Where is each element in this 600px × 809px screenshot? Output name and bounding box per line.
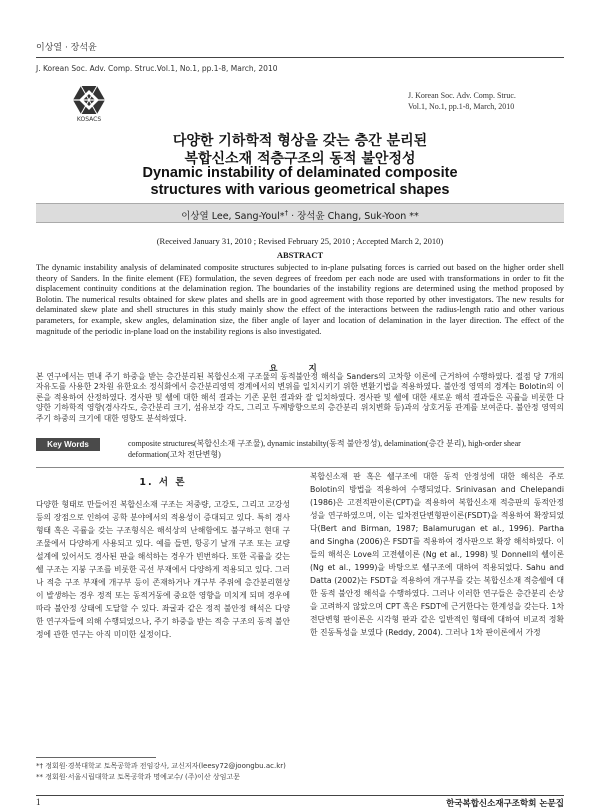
kosacs-emblem-icon <box>72 85 106 115</box>
abstract-heading: ABSTRACT <box>276 250 324 260</box>
footnote-divider <box>36 757 156 758</box>
citation-line-2: Vol.1, No.1, pp.1-8, March, 2010 <box>408 102 515 111</box>
running-header-journal: J. Korean Soc. Adv. Comp. Struc.Vol.1, No.1, pp.1-8, March, 2010 <box>36 64 278 73</box>
section-divider <box>36 467 564 468</box>
citation-line-1: J. Korean Soc. Adv. Comp. Struc. <box>408 91 516 100</box>
citation-box <box>408 90 558 112</box>
korean-abstract-heading: 요 지 <box>269 364 331 374</box>
section-1-heading: 1. 서 론 <box>139 477 187 488</box>
footer-journal-name: 한국복합신소재구조학회 논문집 <box>446 799 564 809</box>
title-korean-line-1: 다양한 기하학적 형상을 갖는 층간 분리된 <box>172 133 428 149</box>
received-dates: (Received January 31, 2010 ; Revised February 25, 2010 ; Accepted March 2, 2010) <box>156 236 444 246</box>
title-korean-line-2: 복합신소재 적층구조의 동적 불안정성 <box>184 151 416 167</box>
keywords-label: Key Words <box>36 438 100 451</box>
footnote-2: ** 정회원·서울시립대학교 토목공학과 명예교수/ (주)이산 상임고문 <box>36 773 240 781</box>
page-number: 1 <box>36 797 41 807</box>
keywords-text: composite structures(복합신소재 구조물), dynamic instabilty(동적 불안정성), delamination(층간 분리), high-order shear deformation(고차 전단변형) <box>128 439 521 459</box>
author-1: 이상열 Lee, Sang-Youl* <box>181 211 285 223</box>
section-1-left-column: 다양한 형태로 만들어진 복합신소재 구조는 저중량, 고강도, 그리고 고강성 등의 장점으로 인하여 공학 분야에서의 적용성이 증대되고 있다. 특히 경사 형태 혹은 곡률을 갖는 구조형식은 해석상의 난해함에도 불구하고 현대 구조물에서 다양하게 사용되고 있다. 예를 들면, 항공기 날개 구조 또는 교량설계에 있어서도 경사된 판을 해석하는 경우가 빈번하다. 또한 곡률을 갖는 쉘 구조는 지붕 구조를 비롯한 곡선 부재에서 다양하게 적용되고 있다. 그러나 적층 구조 부재에 개구부 등이 존재하거나 개구부 주위에 층간분리현상이 발생하는 경우 정적 또는 동적거동에 중요한 영향을 미치게 되며 경우에 따라 불안정 상태에 도달할 수 있다. 좌굴과 같은 정적 불안정 해석은 다양한 연구자들에 의해 수행되었으나, 주기 하중을 받는 적층 구조의 동적 불안정에 관한 연구는 아직 미미한 실정이다. <box>36 500 290 639</box>
corresponding-mark: † <box>284 209 289 217</box>
kosacs-logo <box>66 85 112 123</box>
title-english-line-2: structures with various geometrical shapes <box>150 182 450 198</box>
logo-text: KOSACS <box>76 116 102 123</box>
running-header-authors: 이상열 · 장석윤 <box>36 43 97 53</box>
korean-abstract-body: 본 연구에서는 면내 주기 하중을 받는 층간분리된 복합신소재 구조물의 동적불안정 해석을 Sanders의 고차항 이론에 근거하여 수행하였다. 절점 당 7개의 자유도를 사용한 2차원 유한요소 정식화에서 층간분리영역 경계에서의 변위를 일치시키기 위한 변환기법을 적용하였다. 불안정 영역의 경계는 Bolotin의 이론을 적용하여 산정하였다. 경사판 및 쉘에 대한 해석 결과는 기존 문헌 결과와 잘 일치하였다. 경사판 및 쉘에 대한 새로운 해석 결과들은 곡률을 비롯한 다양한 기하학적 영향(경사각도, 층간분리 크기, 섬유보강 각도, 그리고 두께방향으로의 층간분리 위치변화 등)과의 상호거동 관계를 보여준다. 불안정 영역의 주기 하중의 크기에 대한 영향도 분석하였다. <box>36 372 564 423</box>
title-english-line-1: Dynamic instability of delaminated composite <box>142 165 458 181</box>
author-2: 장석윤 Chang, Suk-Yoon ** <box>297 211 419 223</box>
footer-divider <box>36 795 564 796</box>
author-separator: · <box>288 211 298 223</box>
abstract-body: The dynamic instability analysis of delaminated composite structures subjected to in-plane pulsating forces is carried out based on the higher order shell theory of Sanders. In the finite element (FE) formulation, the seven degrees of freedom per each node are used with transformations in order to fit the displacement continuity conditions at the delamination region. The boundaries of the instability regions are determined using the method proposed by Bolotin. The numerical results obtained for skew plates and shells are in good agreement with those reported by other investigators. The new results for delaminated skew plate and shell structures in this study mainly show the effect of the interactions between the radius-length ratio and other various parameters, for example, skew angles, delamination size, the fiber angle of layer and location of delamination in the layer direction. The effect of the magnitude of the periodic in-plane load on the instability regions is also investigated. <box>36 263 564 336</box>
section-1-right-column: 복합신소재 판 혹은 쉘구조에 대한 동적 안정성에 대한 해석은 주로 Bolotin의 방법을 적용하여 수행되었다. Srinivasan and Chelepandi (1986)은 고전적판이론(CPT)을 적용하여 복합신소재 적층판의 동적안정성을 연구하였으며, 이는 일차전단변형판이론(FSDT)을 적용하여 확장되었다(Bert and Birman, 1987; Balamurugan et al., 1996). Partha and Singha (2006)은 FSDT를 적용하여 경사판으로 확장 해석하였다. 이들의 해석은 Love의 고전쉘이론 (Ng et al., 1998) 및 Donnell의 쉘이론 (Ng et al., 1999)을 바탕으로 쉘구조에 대하여 적용되었다. Sahu and Datta (2002)는 FSDT을 적용하여 개구부를 갖는 복합신소재 적층쉘에 대한 동적 불안정 해석을 수행하였다. 그러나 이러한 연구들은 층간분리 손상을 고려하지 않았으며 CPT 혹은 FSDT에 근거한다는 한계성을 갖는다. 1차 전단변형 판이론은 시각형 판과 같은 일반적인 형태에 대하여 비교적 정확한 진동특성을 보였다 (Reddy, 2004). 그러나 1차 판이론에서 가정 <box>310 472 564 637</box>
header-divider <box>36 57 564 58</box>
authors-bar <box>36 203 564 223</box>
footnote-1: *† 정회원·경북대학교 토목공학과 전임강사, 교신저자(leesy72@joongbu.ac.kr) <box>36 762 286 770</box>
